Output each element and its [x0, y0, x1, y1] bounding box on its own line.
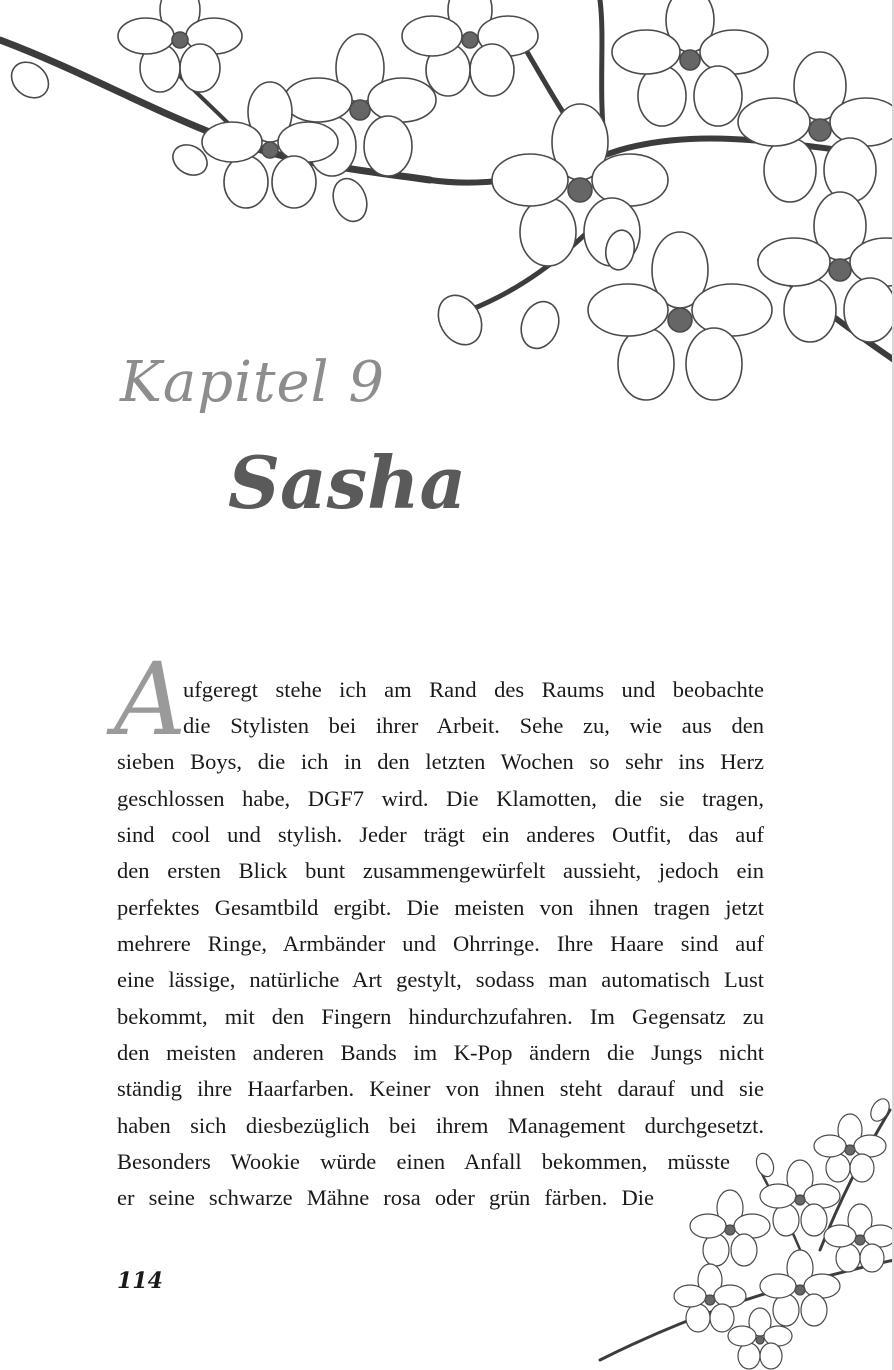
body-line: ufgeregt stehe ich am Rand des Raums und beobachte [183, 677, 764, 702]
body-line: eine lässige, natürliche Art gestylt, sodass man automatisch Lust [117, 967, 764, 992]
body-line: perfektes Gesamtbild ergibt. Die meisten von ihnen tragen jetzt [117, 895, 764, 920]
body-line: Besonders Wookie würde einen Anfall bekommen, müsste [117, 1149, 730, 1174]
body-line: sind cool und stylish. Jeder trägt ein anderes Outfit, das auf [117, 822, 764, 847]
body-line: bekommt, mit den Fingern hindurchzufahren. Im Gegensatz zu [117, 1004, 764, 1029]
body-line: den ersten Blick bunt zusammengewürfelt aussieht, jedoch ein [117, 858, 764, 883]
body-line: sieben Boys, die ich in den letzten Wochen so sehr ins Herz [117, 749, 764, 774]
body-line: ständig ihre Haarfarben. Keiner von ihnen steht darauf und sie [117, 1076, 764, 1101]
body-line: die Stylisten bei ihrer Arbeit. Sehe zu, wie aus den [183, 713, 764, 738]
body-line: er seine schwarze Mähne rosa oder grün färben. Die [117, 1185, 654, 1210]
body-line: mehrere Ringe, Armbänder und Ohrringe. Ihre Haare sind auf [117, 931, 764, 956]
cherry-blossom-illustration-bottom [560, 1090, 894, 1370]
body-line: den meisten anderen Bands im K-Pop ändern die Jungs nicht [117, 1040, 764, 1065]
chapter-label: Kapitel 9 [120, 350, 385, 415]
chapter-title: Sasha [228, 440, 467, 525]
page-number: 114 [117, 1268, 163, 1294]
drop-cap: A [114, 641, 187, 758]
body-line: geschlossen habe, DGF7 wird. Die Klamotten, die sie tragen, [117, 786, 764, 811]
body-line: haben sich diesbezüglich bei ihrem Management durchgesetzt. [117, 1113, 764, 1138]
